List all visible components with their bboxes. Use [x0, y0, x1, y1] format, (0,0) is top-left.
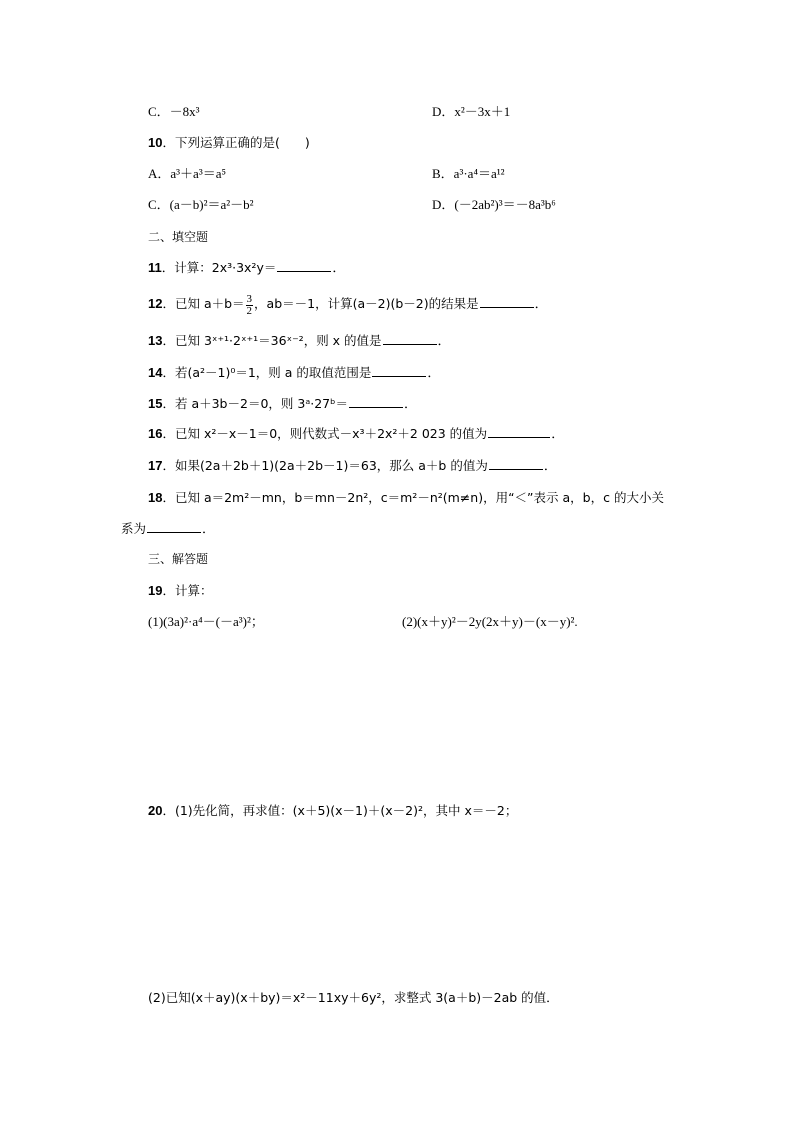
q10-stem: [148, 135, 310, 151]
q19-part-1: (1)(3a)²·a⁴－(－a³)²；: [148, 614, 264, 629]
q18-line1: [148, 490, 664, 506]
q11: [148, 260, 345, 276]
q15-end: ．: [403, 396, 417, 411]
q10-number: 10: [148, 135, 163, 150]
q14-number: 14: [148, 365, 163, 380]
q10-option-c: C．(a－b)²＝a²－b²: [148, 197, 254, 212]
q10-text: ．下列运算正确的是( ): [162, 135, 310, 150]
q15-text: ．若 a＋3b－2＝0，则 3ᵃ·27ᵇ＝: [162, 396, 348, 411]
q18-number: 18: [148, 490, 163, 505]
q18-text: ．已知 a＝2m²－mn，b＝mn－2n²，c＝m²－n²(m≠n)，用“＜”表示 a，b，c 的大小关: [162, 490, 664, 505]
q19-part-2: (2)(x＋y)²－2y(2x＋y)－(x－y)².: [402, 614, 578, 629]
q15: [148, 396, 417, 412]
q13-text: ．已知 3ˣ⁺¹·2ˣ⁺¹＝36ˣ⁻²，则 x 的值是: [162, 333, 382, 348]
q20-number: 20: [148, 803, 163, 818]
q10-option-a: A．a³＋a³＝a⁵: [148, 166, 227, 181]
q17-answer-blank[interactable]: [489, 458, 543, 470]
q13: [148, 333, 451, 349]
q12-fraction-denominator: 2: [246, 304, 253, 317]
q12-end: ．: [534, 296, 548, 311]
q13-end: ．: [437, 333, 451, 348]
q20-text-1: ．(1)先化简，再求值：(x＋5)(x－1)＋(x－2)²，其中 x＝－2；: [162, 803, 518, 818]
q13-answer-blank[interactable]: [383, 333, 437, 345]
q9-option-d: D．x²－3x＋1: [432, 104, 511, 119]
q19-number: 19: [148, 583, 163, 598]
q13-number: 13: [148, 333, 163, 348]
q9-option-c: C．－8x³: [148, 104, 200, 119]
q18-end: ．: [202, 521, 216, 536]
q19: [148, 583, 212, 599]
q17-text: ．如果(2a＋2b＋1)(2a＋2b－1)＝63，那么 a＋b 的值为: [162, 458, 488, 473]
q20-part-1: [148, 803, 517, 819]
q10-option-d: D．(－2ab²)³＝－8a³b⁶: [432, 197, 556, 212]
q15-answer-blank[interactable]: [349, 396, 403, 408]
q12-text-pre: ．已知 a＋b＝: [162, 296, 245, 311]
q11-end: ．: [332, 260, 346, 275]
q14-answer-blank[interactable]: [372, 365, 426, 377]
q14-end: ．: [427, 365, 441, 380]
q12-text-post: ，ab＝－1，计算(a－2)(b－2)的结果是: [254, 296, 479, 311]
q12-fraction-numerator: 3: [246, 292, 253, 305]
q12-answer-blank[interactable]: [480, 296, 534, 308]
q14-text: ．若(a²－1)⁰＝1，则 a 的取值范围是: [162, 365, 372, 380]
q14: [148, 365, 440, 381]
section-solve-heading: 三、解答题: [148, 552, 209, 566]
q12-fraction: [246, 294, 254, 317]
q16: [148, 426, 564, 442]
q18-answer-blank[interactable]: [147, 521, 201, 533]
q11-text: ．计算：2x³·3x²y＝: [161, 260, 277, 275]
q16-end: ．: [551, 426, 565, 441]
q15-number: 15: [148, 396, 163, 411]
q16-answer-blank[interactable]: [488, 426, 550, 438]
q10-option-b: B．a³·a⁴＝a¹²: [432, 166, 505, 181]
q12-number: 12: [148, 296, 163, 311]
q19-text: ．计算：: [162, 583, 213, 598]
q17-end: ．: [543, 458, 557, 473]
q20-text-2: (2)已知(x＋ay)(x＋by)＝x²－11xy＋6y²，求整式 3(a＋b)－2ab 的值．: [148, 990, 559, 1005]
q11-number: 11: [148, 260, 162, 275]
q17-number: 17: [148, 458, 163, 473]
section-fill-in-heading: 二、填空题: [148, 230, 209, 244]
q11-answer-blank[interactable]: [277, 260, 331, 272]
q17: [148, 458, 557, 474]
q18-text-line2: 系为: [121, 521, 147, 536]
q12: [148, 292, 548, 317]
q20-part-2: [148, 990, 559, 1006]
q16-number: 16: [148, 426, 163, 441]
q18-line2: [121, 521, 215, 537]
q16-text: ．已知 x²－x－1＝0，则代数式－x³＋2x²＋2 023 的值为: [162, 426, 488, 441]
